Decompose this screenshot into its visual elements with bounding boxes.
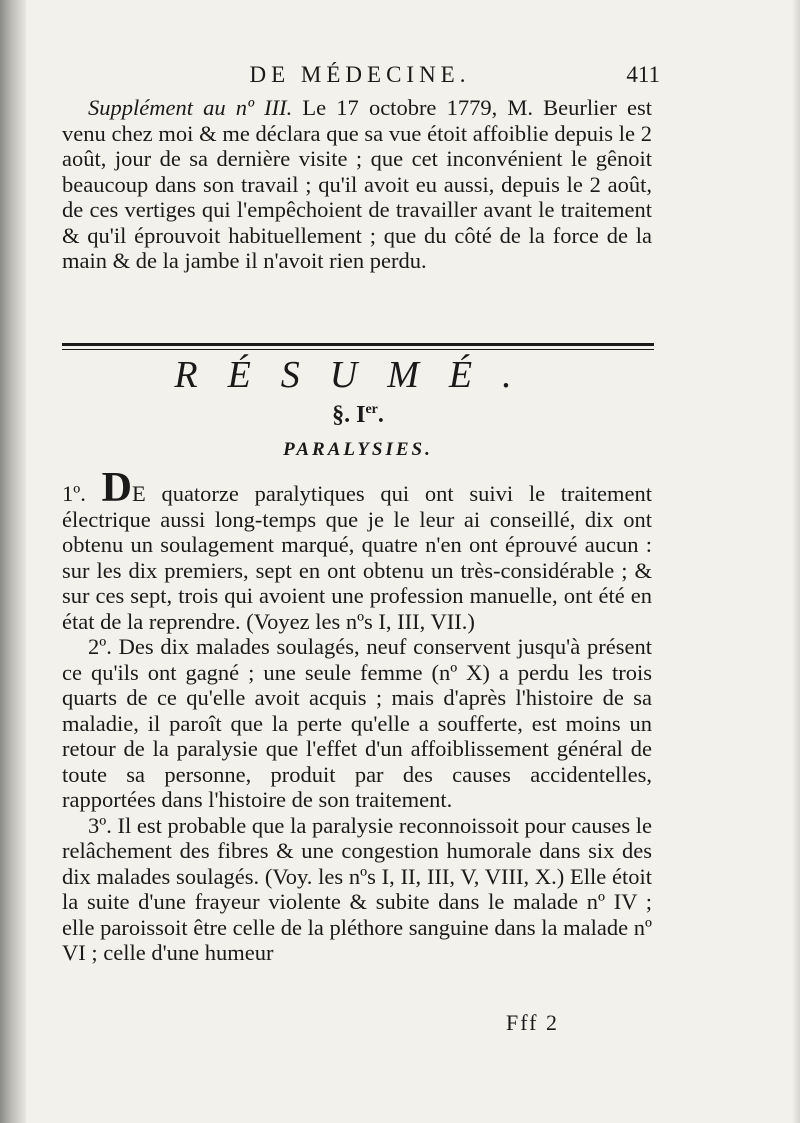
paragraph-1-start: E [131, 481, 146, 506]
supplement-paragraph [62, 95, 652, 274]
supplement-lead: Supplément au nº III. [88, 95, 293, 120]
page-number: 411 [626, 62, 660, 87]
section-heading [62, 402, 654, 429]
double-rule-divider [62, 343, 654, 346]
supplement-text: Le 17 octobre 1779, M. Beurlier est venu chez moi & me déclara que sa vue étoit affoiblie depuis le 2 août, jour de sa dernière visite ; que cet inconvénient le gênoit beaucoup dans son travail ; qu'il avoit eu aussi, depuis le 2 août, de ces vertiges qui l'empêchoient de travailler avant le traitement & qu'il éprouvoit habituellement ; que du côté de la force de la main & de la jambe il n'avoit rien perdu. [62, 95, 652, 273]
section-title: PARALYSIES. [283, 439, 433, 460]
section-superscript: er [365, 402, 378, 417]
summary-title: RÉSUMÉ. [174, 354, 542, 396]
drop-cap: D [101, 465, 132, 511]
paragraph-1 [62, 465, 653, 634]
signature-catchword: Fff 2 [506, 1010, 559, 1035]
paragraph-2: 2º. Des dix malades soulagés, neuf conservent jusqu'à présent ce qu'ils ont gagné ; une seule femme (nº X) a perdu les trois quarts de ce qu'elle avoit acquis ; mais d'après l'histoire de sa maladie, il paroît que la perte qu'elle a soufferte, est moins un retour de la paralysie que l'effet d'un affoiblissement général de toute sa personne, produit par des causes accidentelles, rapportées dans l'histoire de son traitement. [62, 634, 652, 812]
page-binding-shadow [0, 0, 26, 1123]
page-right-edge [792, 0, 800, 1123]
paragraph-1-number: 1º. [62, 481, 86, 506]
section-separator: . [377, 402, 384, 428]
running-head: DE MÉDECINE. [249, 62, 471, 87]
section-number: §. I [332, 402, 366, 428]
paragraph-1-text: quatorze paralytiques qui ont suivi le traitement électrique aussi long-temps que je le leur ai conseillé, dix ont obtenu un soulagement marqué, quatre n'en ont éprouvé aucun : sur les dix premiers, sept en ont obtenu un très-considérable ; & sur ces sept, trois qui avoient une profession manuelle, ont été en état de la reprendre. (Voyez les nºs I, III, VII.) [62, 481, 653, 634]
summary-body [62, 465, 653, 966]
paragraph-3: 3º. Il est probable que la paralysie reconnoissoit pour causes le relâchement des fibres & une congestion humorale dans six des dix malades soulagés. (Voy. les nºs I, II, III, V, VIII, X.) Elle étoit la suite d'une frayeur violente & subite dans le malade nº IV ; elle paroissoit être celle de la pléthore sanguine dans la malade nº VI ; celle d'une humeur [62, 812, 652, 965]
